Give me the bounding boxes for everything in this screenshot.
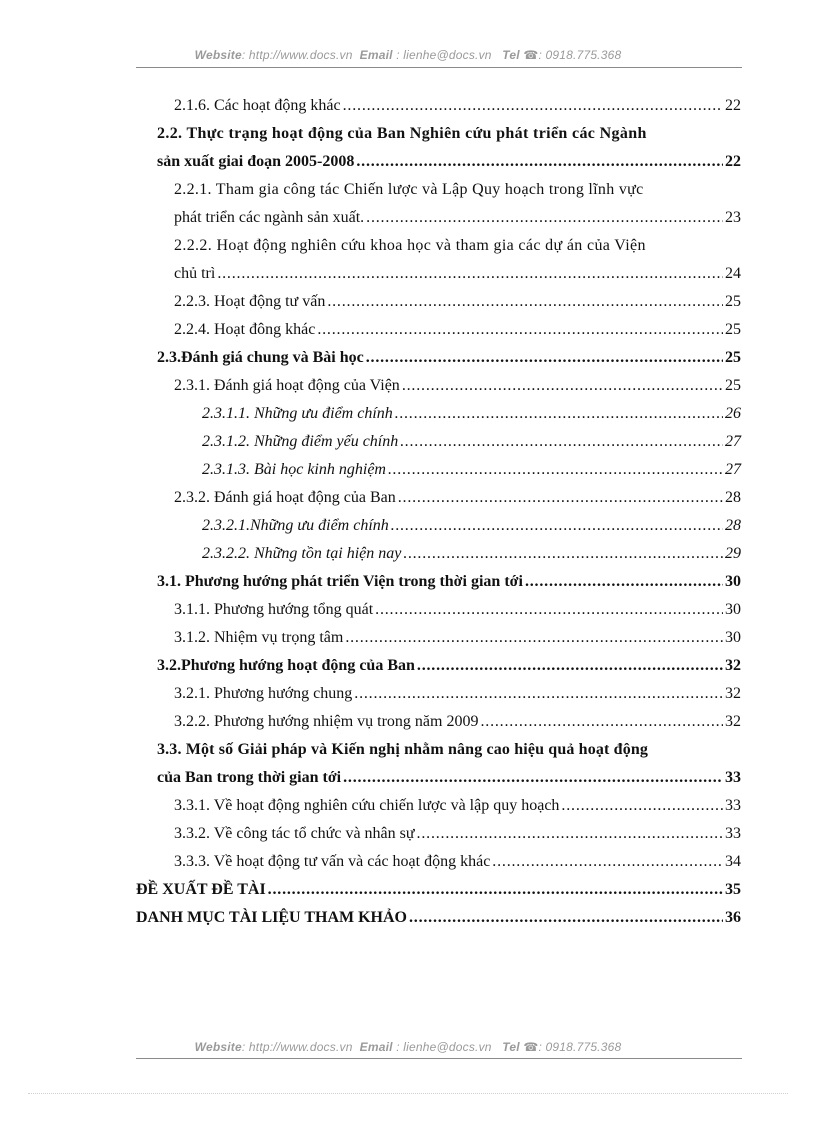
toc-entry-page: 27	[725, 433, 741, 450]
footer-rule	[136, 1058, 742, 1059]
toc-leader	[366, 344, 723, 372]
toc-entry-title: 2.2.2. Hoạt động nghiên cứu khoa học và tham gia các dự án của Viện	[174, 237, 646, 254]
toc-entry-page: 23	[725, 209, 741, 226]
toc-entry-title: 2.3.Đánh giá chung và Bài học	[157, 349, 364, 366]
toc-leader	[327, 288, 723, 316]
toc-entry-title: 3.1.2. Nhiệm vụ trọng tâm	[174, 629, 344, 646]
toc-entry	[202, 428, 741, 456]
page-edge-divider	[28, 1093, 788, 1094]
toc-entry-title: 2.3.2. Đánh giá hoạt động của Ban	[174, 489, 396, 506]
toc-leader	[492, 848, 723, 876]
phone-icon: ☎	[523, 1040, 539, 1054]
toc-entry-title: 3.2.1. Phương hướng chung	[174, 685, 353, 702]
toc-entry	[174, 792, 741, 820]
toc-entry-title: 3.2.Phương hướng hoạt động của Ban	[157, 657, 415, 674]
toc-entry-title: 2.3.2.1.Những ưu điểm chính	[202, 517, 389, 534]
toc-entry	[174, 204, 741, 232]
tel-label: Tel	[502, 1040, 520, 1054]
toc-leader	[217, 260, 723, 288]
toc-entry	[174, 596, 741, 624]
email-label: Email	[359, 48, 393, 62]
toc-entry-page: 28	[725, 489, 741, 506]
toc-leader	[480, 708, 723, 736]
toc-entry	[174, 820, 741, 848]
website-label: Website	[194, 1040, 242, 1054]
toc-entry	[157, 344, 741, 372]
toc-entry-page: 29	[725, 545, 741, 562]
email-label: Email	[359, 1040, 393, 1054]
toc-entry-page: 32	[725, 713, 741, 730]
toc-entry-title: 3.2.2. Phương hướng nhiệm vụ trong năm 2009	[174, 713, 479, 730]
toc-entry-page: 36	[725, 909, 741, 926]
toc-entry-title: sản xuất giai đoạn 2005-2008	[157, 153, 355, 170]
toc-entry-title: 3.1.1. Phương hướng tổng quát	[174, 601, 374, 618]
toc-entry-title: của Ban trong thời gian tới	[157, 769, 342, 786]
toc-entry	[157, 148, 741, 176]
toc-entry-title: 2.2.3. Hoạt động tư vấn	[174, 293, 326, 310]
toc-leader	[525, 568, 723, 596]
toc-entry-title: 2.3.1.1. Những ưu điểm chính	[202, 405, 393, 422]
website-value: : http://www.docs.vn	[241, 1040, 353, 1054]
toc-entry-title: 2.2.4. Hoạt đông khác	[174, 321, 316, 338]
toc-entry	[174, 624, 741, 652]
toc-leader	[375, 596, 723, 624]
toc-entry-title: 2.1.6. Các hoạt động khác	[174, 97, 341, 114]
toc-leader	[391, 512, 723, 540]
toc-entry-title: ĐỀ XUẤT ĐỀ TÀI	[136, 881, 266, 898]
toc-entry-page: 24	[725, 265, 741, 282]
toc-leader	[366, 204, 723, 232]
toc-leader	[395, 400, 723, 428]
toc-entry-page: 35	[725, 881, 741, 898]
toc-leader	[356, 148, 723, 176]
toc-entry-page: 25	[725, 349, 741, 366]
toc-entry-page: 22	[725, 97, 741, 114]
page-footer	[0, 1040, 816, 1054]
toc-entry	[136, 876, 741, 904]
toc-entry	[157, 568, 741, 596]
tel-label: Tel	[502, 48, 520, 62]
toc-entry-title: 3.3.1. Về hoạt động nghiên cứu chiến lược và lập quy hoạch	[174, 797, 560, 814]
toc-leader	[417, 820, 723, 848]
toc-entry-page: 25	[725, 321, 741, 338]
toc-entry-title: 2.3.2.2. Những tồn tại hiện nay	[202, 545, 402, 562]
toc-entry-page: 30	[725, 573, 741, 590]
website-label: Website	[194, 48, 242, 62]
toc-entry-page: 27	[725, 461, 741, 478]
toc-entry	[202, 400, 741, 428]
toc-entry-page: 33	[725, 769, 741, 786]
toc-entry-title: 3.3.3. Về hoạt động tư vấn và các hoạt động khác	[174, 853, 491, 870]
website-value: : http://www.docs.vn	[241, 48, 353, 62]
toc-leader	[317, 316, 723, 344]
page-header	[0, 48, 816, 62]
email-value: : lienhe@docs.vn	[396, 48, 492, 62]
toc-entry	[202, 456, 741, 484]
toc-leader	[343, 92, 723, 120]
toc-leader	[402, 372, 723, 400]
toc-entry-title: phát triển các ngành sản xuất.	[174, 209, 365, 226]
toc-leader	[561, 792, 723, 820]
tel-value: : 0918.775.368	[538, 1040, 622, 1054]
toc-entry	[157, 652, 741, 680]
toc-entry-page: 25	[725, 293, 741, 310]
header-rule	[136, 67, 742, 68]
toc-entry	[174, 484, 741, 512]
toc-entry-title: chủ trì	[174, 265, 216, 282]
toc-entry-title: 2.3.1. Đánh giá hoạt động của Viện	[174, 377, 400, 394]
toc-entry	[174, 372, 741, 400]
phone-icon: ☎	[523, 48, 539, 62]
toc-entry-page: 32	[725, 657, 741, 674]
toc-entry-page: 22	[725, 153, 741, 170]
toc-entry	[174, 708, 741, 736]
email-value: : lienhe@docs.vn	[396, 1040, 492, 1054]
toc-leader	[388, 456, 723, 484]
toc-entry-page: 28	[725, 517, 741, 534]
toc-entry-title: 3.3. Một số Giải pháp và Kiến nghị nhằm nâng cao hiệu quả hoạt động	[157, 741, 649, 758]
toc-leader	[417, 652, 723, 680]
toc-entry	[174, 260, 741, 288]
toc-entry	[174, 848, 741, 876]
toc-entry-page: 26	[725, 405, 741, 422]
toc-entry-page: 25	[725, 377, 741, 394]
toc-entry	[174, 288, 741, 316]
toc-entry-title: 2.2. Thực trạng hoạt động của Ban Nghiên cứu phát triển các Ngành	[157, 125, 647, 142]
toc-entry	[174, 680, 741, 708]
toc-entry-page: 33	[725, 825, 741, 842]
toc-leader	[343, 764, 723, 792]
toc-entry-page: 32	[725, 685, 741, 702]
toc-entry-page: 30	[725, 601, 741, 618]
toc-leader	[354, 680, 723, 708]
toc-entry-title: 3.1. Phương hướng phát triển Viện trong thời gian tới	[157, 573, 523, 590]
toc-leader	[409, 904, 723, 932]
tel-value: : 0918.775.368	[538, 48, 622, 62]
toc-entry-page: 34	[725, 853, 741, 870]
toc-entry-page: 33	[725, 797, 741, 814]
toc-leader	[268, 876, 723, 904]
toc-entry-page: 30	[725, 629, 741, 646]
toc-entry-title: 2.3.1.3. Bài học kinh nghiệm	[202, 461, 386, 478]
toc-entry	[136, 904, 741, 932]
toc-entry-title: DANH MỤC TÀI LIỆU THAM KHẢO	[136, 909, 407, 926]
toc-entry-title: 2.2.1. Tham gia công tác Chiến lược và Lập Quy hoạch trong lĩnh vực	[174, 181, 644, 198]
toc-entry	[202, 512, 741, 540]
toc-entry-title: 3.3.2. Về công tác tổ chức và nhân sự	[174, 825, 415, 842]
toc-leader	[345, 624, 723, 652]
toc-entry	[174, 316, 741, 344]
toc-leader	[403, 540, 723, 568]
toc-entry	[202, 540, 741, 568]
toc-entry	[174, 92, 741, 120]
toc-entry	[157, 764, 741, 792]
toc-leader	[398, 484, 723, 512]
toc-entry-title: 2.3.1.2. Những điểm yếu chính	[202, 433, 399, 450]
toc-leader	[400, 428, 723, 456]
